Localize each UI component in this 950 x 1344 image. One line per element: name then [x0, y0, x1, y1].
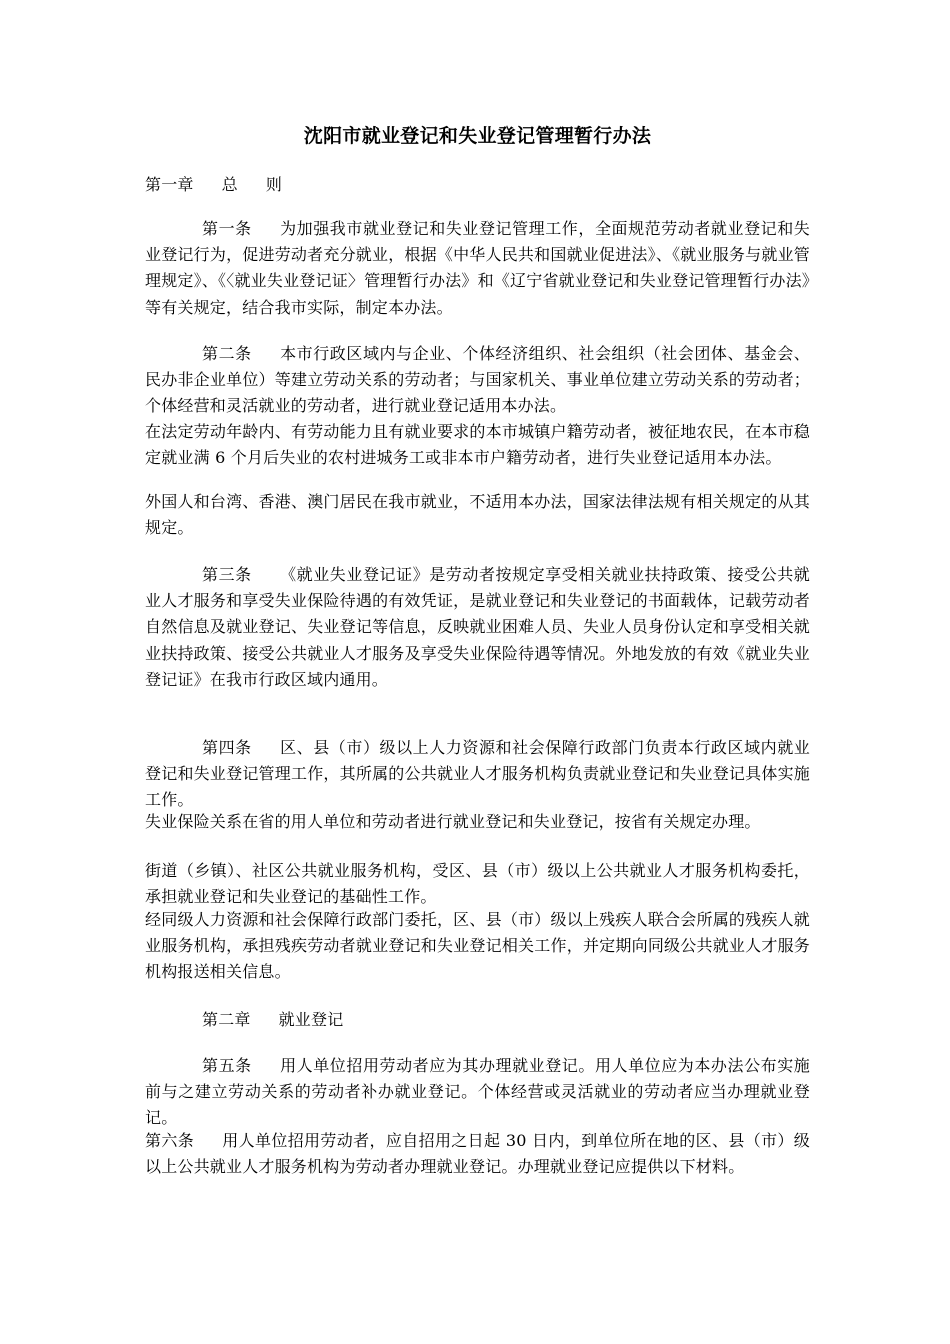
article-1-text: 为加强我市就业登记和失业登记管理工作，全面规范劳动者就业登记和失业登记行为，促进劳动者充分就业，根据《中华人民共和国就业促进法》、《就业服务与就业管理规定》、《〈就业失业登记证〉管理暂行办法》和《辽宁省就业登记和失业登记管理暂行办法》等有关规定，结合我市实际，制定本办法。 — [145, 219, 810, 317]
article-3-text: 《就业失业登记证》是劳动者按规定享受相关就业扶持政策、接受公共就业人才服务和享受失业保险待遇的有效凭证，是就业登记和失业登记的书面载体，记载劳动者自然信息及就业登记、失业登记等信息，反映就业困难人员、失业人员身份认定和享受相关就业扶持政策、接受公共就业人才服务及享受失业保险待遇等情况。外地发放的有效《就业失业登记证》在我市行政区域内通用。 — [145, 565, 810, 689]
article-5-text: 用人单位招用劳动者应为其办理就业登记。用人单位应为本办法公布实施前与之建立劳动关系的劳动者补办就业登记。个体经营或灵活就业的劳动者应当办理就业登记。 — [145, 1056, 810, 1128]
article-4-paragraph-2: 失业保险关系在省的用人单位和劳动者进行就业登记和失业登记，按省有关规定办理。 — [145, 812, 761, 831]
article-1 — [145, 216, 810, 321]
article-2-paragraph-2: 在法定劳动年龄内、有劳动能力且有就业要求的本市城镇户籍劳动者，被征地农民，在本市稳定就业满 6 个月后失业的农村进城务工或非本市户籍劳动者，进行失业登记适用本办法。 — [145, 422, 810, 468]
article-1-label: 第一条 — [202, 219, 252, 238]
article-5 — [145, 1053, 810, 1132]
article-2 — [145, 341, 810, 420]
document-title: 沈阳市就业登记和失业登记管理暂行办法 — [303, 125, 652, 147]
article-2-paragraph-3: 外国人和台湾、香港、澳门居民在我市就业，不适用本办法，国家法律法规有相关规定的从其规定。 — [145, 492, 810, 538]
article-4-paragraph-3: 街道（乡镇）、社区公共就业服务机构，受区、县（市）级以上公共就业人才服务机构委托，承担就业登记和失业登记的基础性工作。 — [145, 861, 810, 907]
chapter-2-label: 第二章 — [202, 1010, 251, 1029]
article-4-text: 区、县（市）级以上人力资源和社会保障行政部门负责本行政区域内就业登记和失业登记管理工作，其所属的公共就业人才服务机构负责就业登记和失业登记具体实施工作。 — [145, 738, 810, 810]
article-6 — [145, 1128, 810, 1180]
article-4-paragraph-4: 经同级人力资源和社会保障行政部门委托，区、县（市）级以上残疾人联合会所属的残疾人就业服务机构，承担残疾劳动者就业登记和失业登记相关工作，并定期向同级公共就业人才服务机构报送相关信息。 — [145, 910, 810, 982]
chapter-2-name: 就业登记 — [278, 1010, 344, 1029]
article-3 — [145, 562, 810, 693]
article-4-label: 第四条 — [202, 738, 252, 757]
chapter-1-heading — [145, 172, 810, 198]
chapter-1-name-2: 则 — [265, 175, 283, 194]
article-3-label: 第三条 — [202, 565, 252, 584]
article-2-text: 本市行政区域内与企业、个体经济组织、社会组织（社会团体、基金会、 民办非企业单位）等建立劳动关系的劳动者；与国家机关、事业单位建立劳动关系的劳动者；个体经营和灵活就业的劳动者，进行就业登记适用本办法。 — [145, 344, 810, 416]
article-5-label: 第五条 — [202, 1056, 252, 1075]
chapter-1-label: 第一章 — [145, 175, 194, 194]
article-6-label: 第六条 — [145, 1131, 195, 1150]
article-2-label: 第二条 — [202, 344, 252, 363]
chapter-1-name: 总 — [221, 175, 238, 194]
article-4 — [145, 735, 810, 814]
article-6-text: 用人单位招用劳动者，应自招用之日起 30 日内，到单位所在地的区、县（市）级以上公共就业人才服务机构为劳动者办理就业登记。办理就业登记应提供以下材料。 — [145, 1131, 810, 1177]
chapter-2-heading — [145, 1007, 810, 1033]
